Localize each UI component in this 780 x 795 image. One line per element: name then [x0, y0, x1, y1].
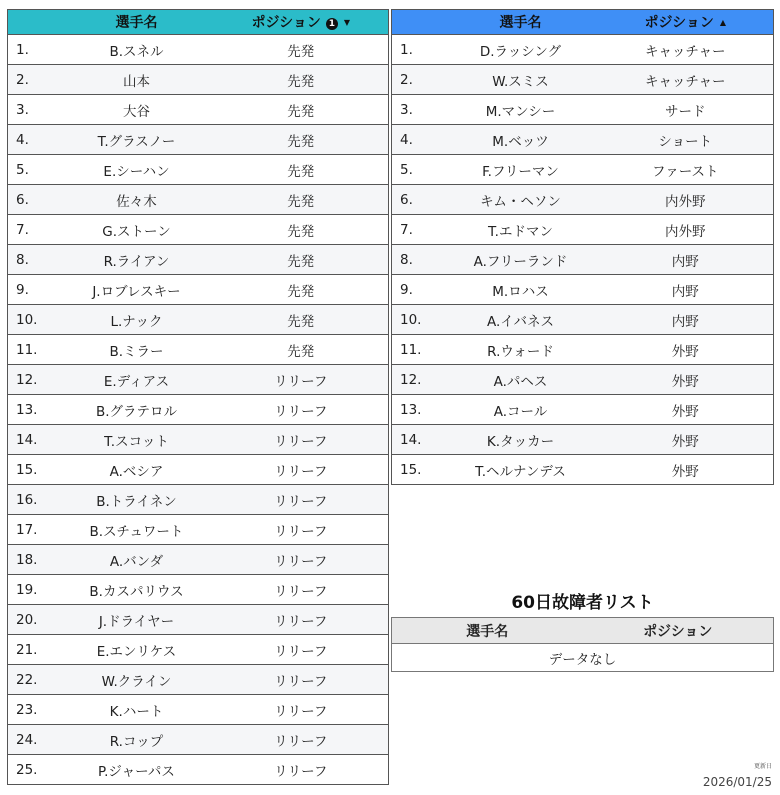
player-position: リリーフ — [214, 425, 389, 455]
player-position: 先発 — [214, 65, 389, 95]
table-row[interactable] — [8, 545, 389, 575]
player-name: B.ミラー — [60, 335, 214, 365]
row-number: 1. — [392, 35, 444, 65]
player-position: 先発 — [214, 215, 389, 245]
injured-list-position-header[interactable]: ポジション — [583, 618, 774, 644]
player-name: 佐々木 — [60, 185, 214, 215]
sort-priority-badge: 1 — [326, 18, 338, 30]
player-name: A.フリーランド — [444, 245, 598, 275]
player-name: E.エンリケス — [60, 635, 214, 665]
player-name: B.カスパリウス — [60, 575, 214, 605]
player-name: A.コール — [444, 395, 598, 425]
table-row[interactable] — [8, 575, 389, 605]
fielders-name-header[interactable]: 選手名 — [499, 15, 542, 31]
table-row[interactable] — [392, 455, 774, 485]
player-name: R.コップ — [60, 725, 214, 755]
player-name: D.ラッシング — [444, 35, 598, 65]
player-name: B.グラテロル — [60, 395, 214, 425]
player-name: W.スミス — [444, 65, 598, 95]
row-number: 7. — [392, 215, 444, 245]
row-number: 10. — [392, 305, 444, 335]
fielders-table — [391, 9, 774, 485]
table-row[interactable] — [8, 455, 389, 485]
position-header-label: ポジション — [644, 15, 714, 31]
table-row[interactable] — [8, 515, 389, 545]
player-name: M.ロハス — [444, 275, 598, 305]
player-position: 外野 — [598, 335, 774, 365]
row-number: 17. — [8, 515, 60, 545]
player-position: キャッチャー — [598, 65, 774, 95]
player-name: キム・ヘソン — [444, 185, 598, 215]
row-number: 14. — [8, 425, 60, 455]
fielders-table-body — [392, 35, 774, 485]
table-row[interactable] — [8, 95, 389, 125]
player-name: J.ロブレスキー — [60, 275, 214, 305]
row-number: 4. — [392, 125, 444, 155]
table-row[interactable] — [392, 95, 774, 125]
row-number: 11. — [8, 335, 60, 365]
pitchers-header-row — [8, 10, 389, 35]
row-number: 2. — [392, 65, 444, 95]
player-position: リリーフ — [214, 485, 389, 515]
table-row[interactable] — [8, 275, 389, 305]
table-row[interactable] — [392, 35, 774, 65]
updated-label: 更新日 — [753, 763, 772, 770]
row-number: 15. — [392, 455, 444, 485]
player-position: リリーフ — [214, 665, 389, 695]
table-row[interactable] — [8, 35, 389, 65]
table-row[interactable] — [8, 755, 389, 785]
player-name: 大谷 — [60, 95, 214, 125]
player-name: P.ジャーパス — [60, 755, 214, 785]
row-number: 14. — [392, 425, 444, 455]
player-name: K.ハート — [60, 695, 214, 725]
player-position: リリーフ — [214, 725, 389, 755]
player-position: 先発 — [214, 155, 389, 185]
table-row[interactable] — [8, 125, 389, 155]
table-row[interactable] — [392, 185, 774, 215]
row-number: 23. — [8, 695, 60, 725]
row-number: 15. — [8, 455, 60, 485]
table-row[interactable] — [392, 425, 774, 455]
player-name: R.ウォード — [444, 335, 598, 365]
pitchers-position-header[interactable] — [214, 10, 389, 35]
table-row[interactable] — [8, 665, 389, 695]
table-row[interactable] — [8, 725, 389, 755]
player-position: 内野 — [598, 245, 774, 275]
row-number: 19. — [8, 575, 60, 605]
table-row[interactable] — [8, 395, 389, 425]
injured-list-name-header[interactable]: 選手名 — [392, 618, 583, 644]
player-name: A.バンダ — [60, 545, 214, 575]
table-row[interactable] — [392, 155, 774, 185]
updated-date: 2026/01/25 — [702, 775, 772, 789]
player-position: 内外野 — [598, 215, 774, 245]
table-row[interactable] — [392, 245, 774, 275]
table-row[interactable] — [8, 305, 389, 335]
player-name: M.マンシー — [444, 95, 598, 125]
player-name: F.フリーマン — [444, 155, 598, 185]
injured-list-title: 60日故障者リスト — [511, 593, 654, 613]
row-number: 22. — [8, 665, 60, 695]
player-name: E.シーハン — [60, 155, 214, 185]
table-row[interactable] — [8, 185, 389, 215]
player-name: J.ドライヤー — [60, 605, 214, 635]
table-row[interactable] — [8, 155, 389, 185]
position-header-label: ポジション — [251, 15, 321, 31]
row-number: 20. — [8, 605, 60, 635]
player-position: 先発 — [214, 275, 389, 305]
player-name: A.ベシア — [60, 455, 214, 485]
player-name: R.ライアン — [60, 245, 214, 275]
player-position: 先発 — [214, 245, 389, 275]
row-number: 12. — [392, 365, 444, 395]
sort-ascending-icon: ▲ — [719, 18, 727, 27]
table-row[interactable] — [8, 335, 389, 365]
table-row[interactable] — [392, 365, 774, 395]
row-number: 13. — [8, 395, 60, 425]
table-row[interactable] — [8, 425, 389, 455]
player-position: 先発 — [214, 95, 389, 125]
player-position: 外野 — [598, 395, 774, 425]
player-name: A.パヘス — [444, 365, 598, 395]
table-row[interactable] — [392, 305, 774, 335]
table-row[interactable] — [392, 65, 774, 95]
row-number: 5. — [8, 155, 60, 185]
row-number: 5. — [392, 155, 444, 185]
sort-descending-icon: ▼ — [343, 18, 351, 27]
player-position: リリーフ — [214, 635, 389, 665]
player-name: T.スコット — [60, 425, 214, 455]
player-position: リリーフ — [214, 515, 389, 545]
player-position: 外野 — [598, 365, 774, 395]
row-number: 6. — [8, 185, 60, 215]
player-position: 先発 — [214, 185, 389, 215]
player-name: G.ストーン — [60, 215, 214, 245]
table-row[interactable] — [8, 695, 389, 725]
table-row[interactable] — [392, 215, 774, 245]
player-name: E.ディアス — [60, 365, 214, 395]
row-number: 8. — [8, 245, 60, 275]
row-number: 11. — [392, 335, 444, 365]
player-position: ショート — [598, 125, 774, 155]
player-position: キャッチャー — [598, 35, 774, 65]
table-row[interactable] — [392, 335, 774, 365]
player-name: T.エドマン — [444, 215, 598, 245]
player-position: リリーフ — [214, 545, 389, 575]
table-row[interactable] — [8, 65, 389, 95]
player-position: 外野 — [598, 425, 774, 455]
table-row[interactable] — [8, 635, 389, 665]
player-position: ファースト — [598, 155, 774, 185]
player-position: 内野 — [598, 275, 774, 305]
row-number: 3. — [392, 95, 444, 125]
player-name: B.スチュワート — [60, 515, 214, 545]
row-number: 13. — [392, 395, 444, 425]
row-number: 8. — [392, 245, 444, 275]
player-position: リリーフ — [214, 575, 389, 605]
player-name: T.グラスノー — [60, 125, 214, 155]
player-position: 内外野 — [598, 185, 774, 215]
player-name: L.ナック — [60, 305, 214, 335]
row-number: 4. — [8, 125, 60, 155]
player-position: サード — [598, 95, 774, 125]
row-number: 12. — [8, 365, 60, 395]
row-number: 18. — [8, 545, 60, 575]
player-position: 先発 — [214, 305, 389, 335]
player-position: 先発 — [214, 125, 389, 155]
fielders-header-row — [392, 10, 774, 35]
player-name: W.クライン — [60, 665, 214, 695]
table-row[interactable] — [8, 605, 389, 635]
table-row[interactable] — [8, 215, 389, 245]
table-row[interactable] — [8, 485, 389, 515]
injured-list-empty-text: データなし — [548, 651, 617, 668]
player-position: リリーフ — [214, 395, 389, 425]
player-position: リリーフ — [214, 365, 389, 395]
row-number: 9. — [392, 275, 444, 305]
row-number: 7. — [8, 215, 60, 245]
row-number: 16. — [8, 485, 60, 515]
player-name: 山本 — [60, 65, 214, 95]
table-row[interactable] — [392, 125, 774, 155]
player-name: K.タッカー — [444, 425, 598, 455]
fielders-position-header[interactable] — [598, 10, 774, 35]
table-row[interactable] — [8, 365, 389, 395]
table-row[interactable] — [392, 275, 774, 305]
row-number: 3. — [8, 95, 60, 125]
pitchers-name-header[interactable]: 選手名 — [115, 15, 158, 31]
table-row[interactable] — [392, 395, 774, 425]
row-number: 1. — [8, 35, 60, 65]
injured-list-empty-row — [392, 644, 774, 672]
player-name: A.イバネス — [444, 305, 598, 335]
row-number: 9. — [8, 275, 60, 305]
player-position: 先発 — [214, 335, 389, 365]
player-name: B.トライネン — [60, 485, 214, 515]
injured-list-header-row — [392, 618, 774, 644]
pitchers-table — [7, 9, 389, 785]
row-number: 2. — [8, 65, 60, 95]
player-name: M.ベッツ — [444, 125, 598, 155]
injured-list-table — [391, 617, 774, 672]
pitchers-table-body — [8, 35, 389, 785]
pitchers-num-header — [8, 10, 60, 35]
player-position: リリーフ — [214, 695, 389, 725]
player-position: リリーフ — [214, 455, 389, 485]
row-number: 21. — [8, 635, 60, 665]
fielders-num-header — [392, 10, 444, 35]
row-number: 10. — [8, 305, 60, 335]
player-position: 先発 — [214, 35, 389, 65]
row-number: 24. — [8, 725, 60, 755]
row-number: 6. — [392, 185, 444, 215]
player-position: 外野 — [598, 455, 774, 485]
row-number: 25. — [8, 755, 60, 785]
player-position: リリーフ — [214, 605, 389, 635]
player-position: 内野 — [598, 305, 774, 335]
table-row[interactable] — [8, 245, 389, 275]
last-updated — [703, 763, 772, 790]
player-name: B.スネル — [60, 35, 214, 65]
player-position: リリーフ — [214, 755, 389, 785]
player-name: T.ヘルナンデス — [444, 455, 598, 485]
